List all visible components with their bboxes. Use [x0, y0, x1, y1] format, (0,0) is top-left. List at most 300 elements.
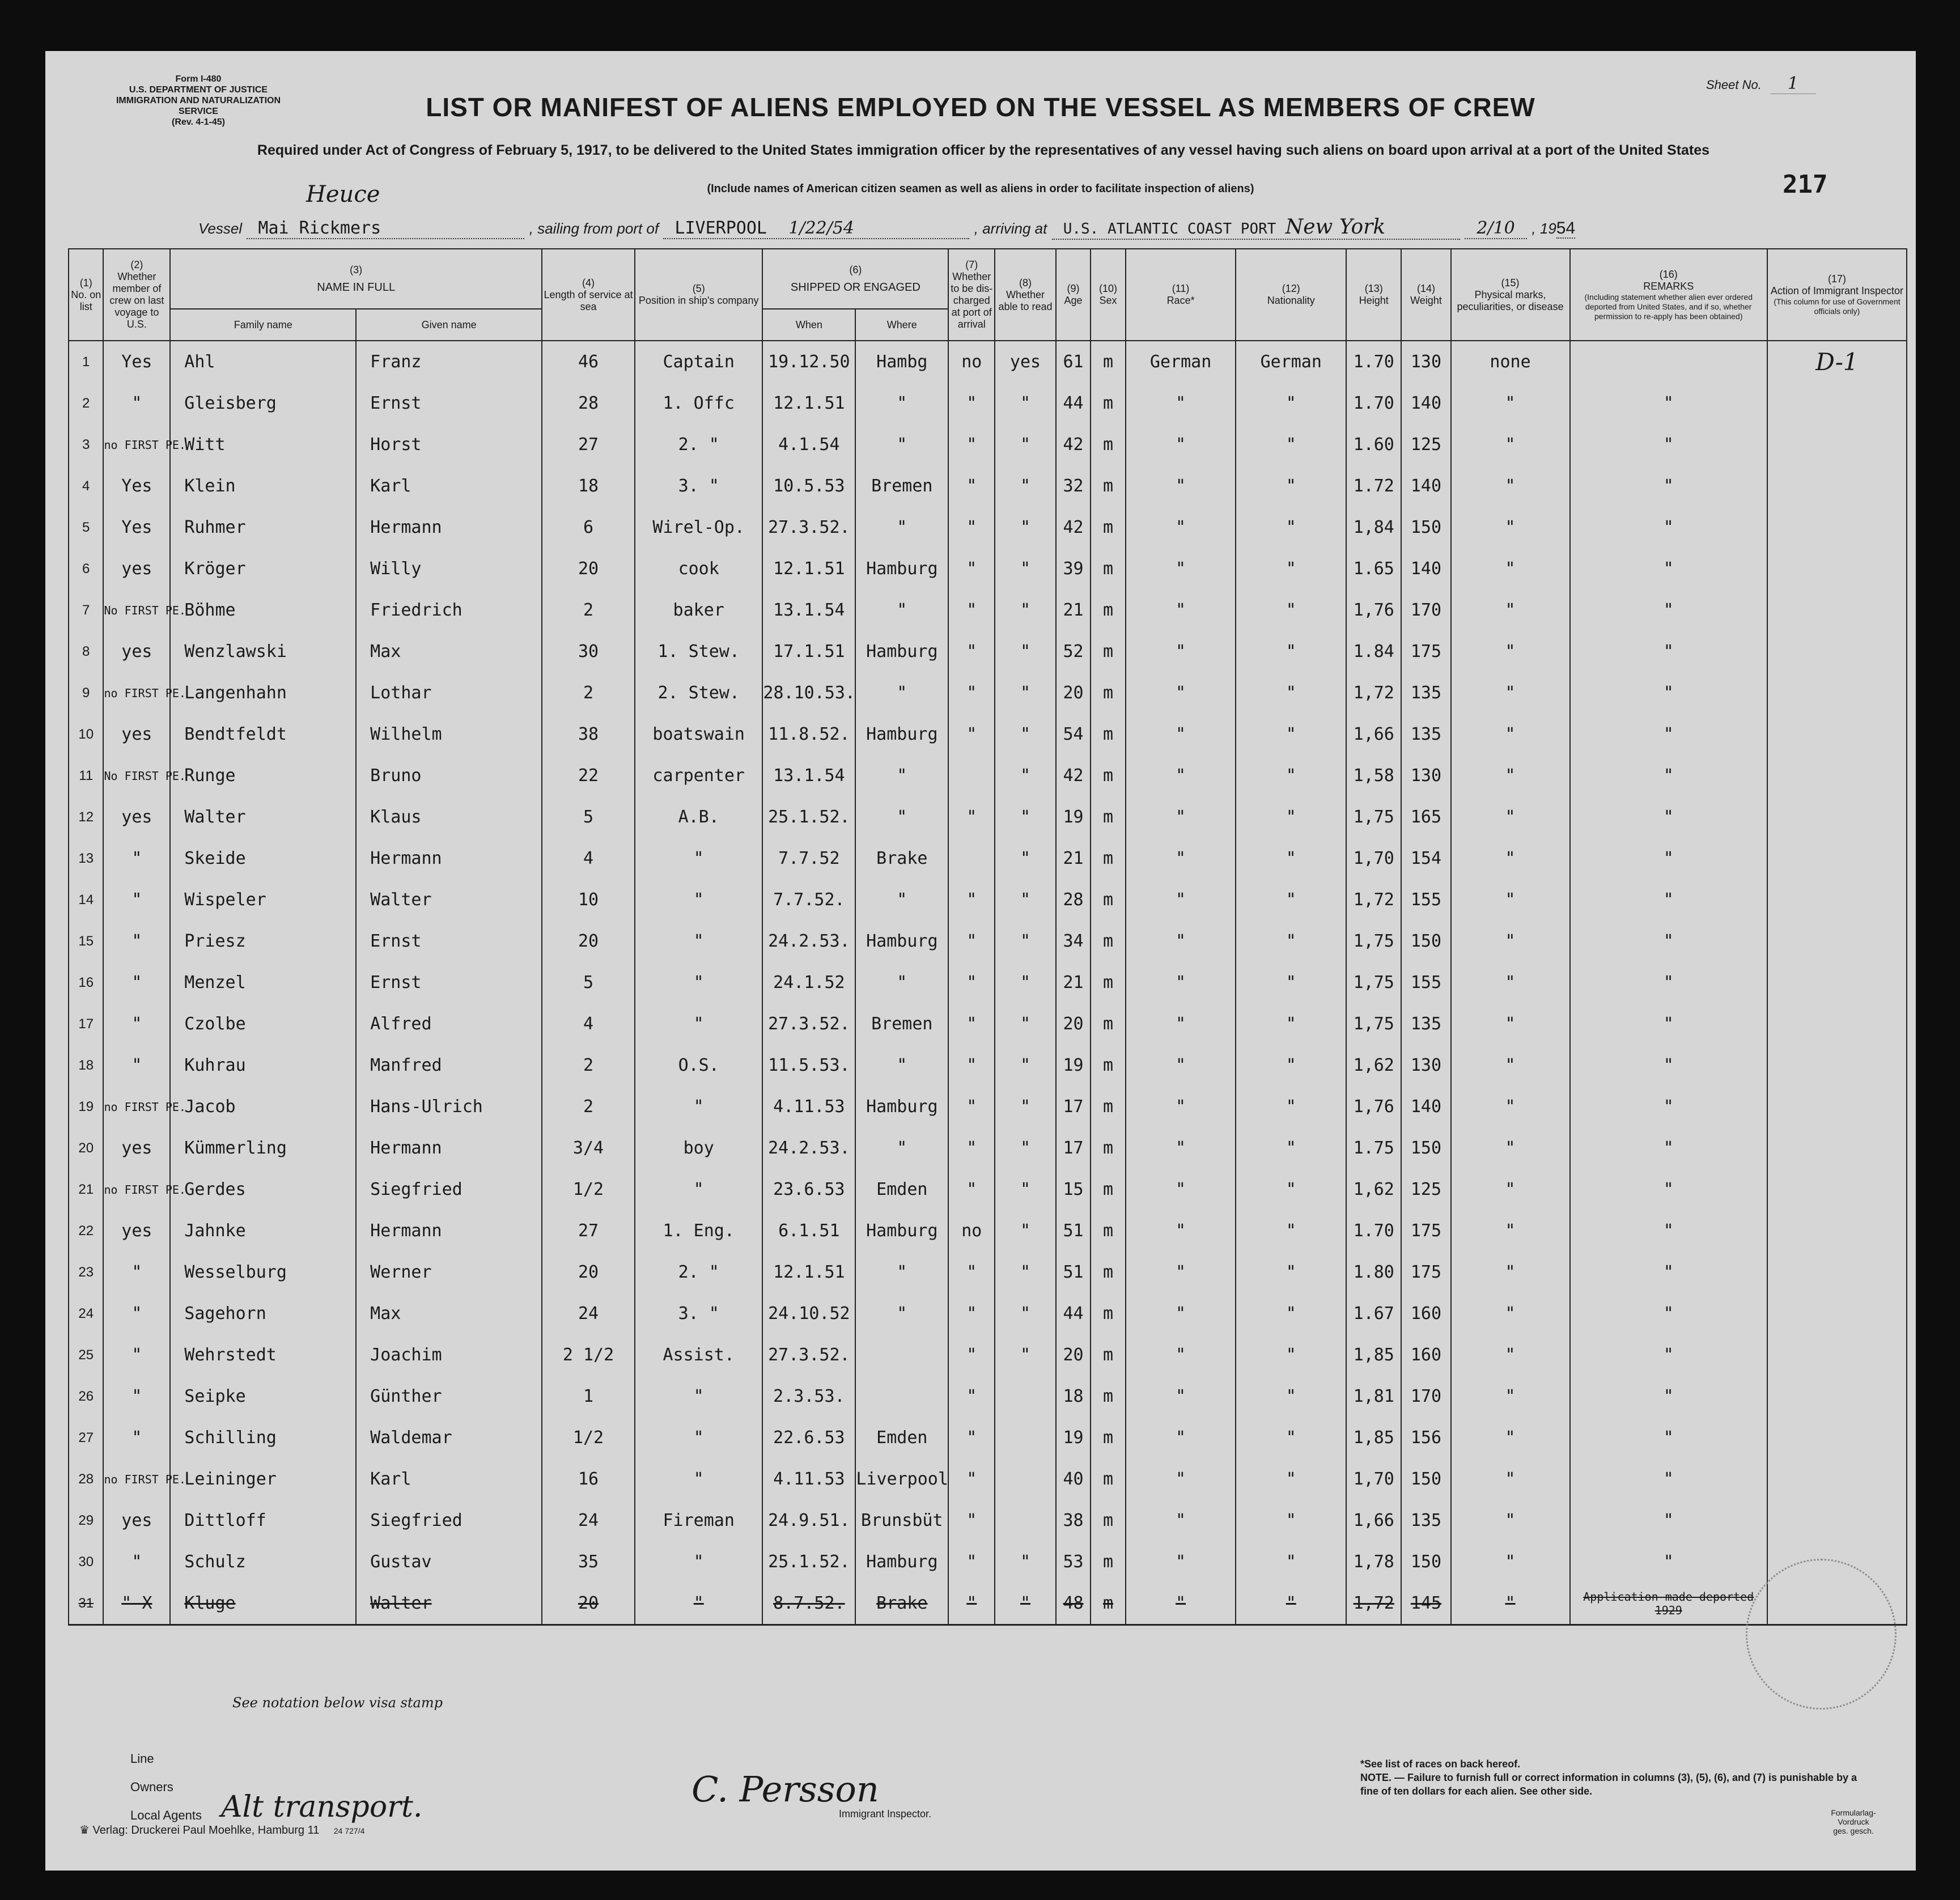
col-nationality-header: (12) Nationality	[1236, 249, 1346, 341]
cell-no: 6	[69, 548, 103, 589]
cell-wt: 175	[1401, 631, 1450, 672]
cell-ht: 1,70	[1346, 1458, 1401, 1500]
cell-age: 15	[1056, 1169, 1091, 1210]
cell-when: 17.1.51	[762, 631, 855, 672]
cell-no: 4	[69, 465, 103, 507]
cell-fam: Walter	[170, 796, 356, 838]
cell-read: "	[995, 672, 1056, 714]
cell-sex: m	[1091, 921, 1125, 962]
col-read-header: (8) Whether able to read	[995, 249, 1056, 341]
cell-prev: No FIRST PE.	[103, 755, 170, 796]
cell-wt: 125	[1401, 1169, 1450, 1210]
fine-note: NOTE. — Failure to furnish full or correct information in columns (3), (5), (6), and (7) is punishable by a fine of ten dollars for each alien. See other side.	[1360, 1772, 1857, 1797]
cell-ht: 1.72	[1346, 465, 1401, 507]
cell-when: 11.8.52.	[762, 714, 855, 755]
cell-nat: "	[1236, 507, 1346, 548]
cell-fam: Bendtfeldt	[170, 714, 356, 755]
cell-act	[1767, 1293, 1907, 1334]
cell-where: Hamburg	[855, 1541, 948, 1583]
cell-age: 34	[1056, 921, 1091, 962]
cell-race: German	[1126, 341, 1236, 383]
col-remarks-header: (16) REMARKS (Including statement whether alien ever ordered deported from United States, and if so, whether permission to re-apply has been obtained)	[1570, 249, 1767, 341]
cell-svc: 20	[542, 1583, 635, 1625]
cell-dis: "	[948, 714, 995, 755]
cell-age: 20	[1056, 1334, 1091, 1376]
cell-when: 4.11.53	[762, 1086, 855, 1127]
cell-read: "	[995, 962, 1056, 1003]
cell-marks: "	[1451, 383, 1570, 424]
cell-wt: 135	[1401, 1003, 1450, 1045]
cell-read	[995, 1417, 1056, 1458]
cell-ht: 1,84	[1346, 507, 1401, 548]
cell-sex: m	[1091, 1458, 1125, 1500]
arriving-at	[1052, 215, 1460, 240]
cell-act	[1767, 1376, 1907, 1417]
cell-sex: m	[1091, 672, 1125, 714]
cell-when: 2.3.53.	[762, 1376, 855, 1417]
cell-prev: yes	[103, 1127, 170, 1169]
cell-age: 32	[1056, 465, 1091, 507]
publisher-code: 24 727/4	[333, 1826, 365, 1835]
cell-svc: 27	[542, 424, 635, 465]
cell-giv: Walter	[356, 1583, 542, 1625]
cell-act	[1767, 838, 1907, 879]
publisher	[79, 1823, 364, 1837]
cell-sex: m	[1091, 424, 1125, 465]
cell-when: 22.6.53	[762, 1417, 855, 1458]
cell-no: 27	[69, 1417, 103, 1458]
cell-wt: 140	[1401, 383, 1450, 424]
cell-ht: 1,75	[1346, 1003, 1401, 1045]
table-row	[69, 921, 1907, 962]
cell-race: "	[1126, 879, 1236, 921]
cell-when: 8.7.52.	[762, 1583, 855, 1625]
cell-prev: yes	[103, 1500, 170, 1541]
cell-marks: "	[1451, 755, 1570, 796]
visa-stamp	[1746, 1559, 1897, 1710]
cell-act	[1767, 714, 1907, 755]
cell-dis: no	[948, 1210, 995, 1252]
cell-act	[1767, 1417, 1907, 1458]
cell-giv: Alfred	[356, 1003, 542, 1045]
cell-no: 21	[69, 1169, 103, 1210]
cell-ht: 1,75	[1346, 962, 1401, 1003]
cell-no: 2	[69, 383, 103, 424]
cell-act	[1767, 1334, 1907, 1376]
cell-race: "	[1126, 962, 1236, 1003]
cell-dis: "	[948, 507, 995, 548]
cell-read: "	[995, 1210, 1056, 1252]
cell-when: 24.10.52	[762, 1293, 855, 1334]
cell-fam: Langenhahn	[170, 672, 356, 714]
cell-pos: "	[635, 1541, 762, 1583]
cell-sex: m	[1091, 879, 1125, 921]
cell-act	[1767, 1045, 1907, 1086]
sailing-date: 1/22/54	[788, 218, 854, 238]
cell-ht: 1,81	[1346, 1376, 1401, 1417]
cell-wt: 125	[1401, 424, 1450, 465]
cell-act	[1767, 1252, 1907, 1293]
col-shipped-header: (6) SHIPPED OR ENGAGED	[762, 249, 948, 309]
cell-age: 51	[1056, 1252, 1091, 1293]
cell-nat: "	[1236, 631, 1346, 672]
cell-sex: m	[1091, 1376, 1125, 1417]
cell-prev: no FIRST PE.	[103, 672, 170, 714]
col-where-header: Where	[855, 309, 948, 341]
cell-nat: "	[1236, 1376, 1346, 1417]
cell-sex: m	[1091, 1500, 1125, 1541]
cell-dis: no	[948, 341, 995, 383]
cell-when: 27.3.52.	[762, 507, 855, 548]
table-row	[69, 507, 1907, 548]
cell-svc: 22	[542, 755, 635, 796]
cell-giv: Walter	[356, 879, 542, 921]
cell-when: 11.5.53.	[762, 1045, 855, 1086]
cell-fam: Jahnke	[170, 1210, 356, 1252]
cell-sex: m	[1091, 838, 1125, 879]
cell-where: Hamburg	[855, 714, 948, 755]
cell-pos: 1. Eng.	[635, 1210, 762, 1252]
cell-where: Emden	[855, 1417, 948, 1458]
cell-fam: Skeide	[170, 838, 356, 879]
cell-sex: m	[1091, 589, 1125, 631]
cell-pos: "	[635, 1003, 762, 1045]
col-position-header: (5) Position in ship's company	[635, 249, 762, 341]
cell-read: "	[995, 1169, 1056, 1210]
cell-giv: Siegfried	[356, 1500, 542, 1541]
table-row	[69, 838, 1907, 879]
cell-fam: Priesz	[170, 921, 356, 962]
sheet-number	[1706, 74, 1815, 94]
cell-age: 54	[1056, 714, 1091, 755]
table-row	[69, 796, 1907, 838]
cell-no: 17	[69, 1003, 103, 1045]
cell-age: 17	[1056, 1086, 1091, 1127]
cell-fam: Gerdes	[170, 1169, 356, 1210]
cell-rem: "	[1570, 1252, 1767, 1293]
cell-no: 24	[69, 1293, 103, 1334]
sheet-number-value: 1	[1771, 74, 1815, 94]
cell-where: "	[855, 755, 948, 796]
cell-prev: no FIRST PE.	[103, 1086, 170, 1127]
cell-act	[1767, 589, 1907, 631]
cell-ht: 1,75	[1346, 796, 1401, 838]
cell-act	[1767, 1500, 1907, 1541]
cell-nat: "	[1236, 1583, 1346, 1625]
cell-act	[1767, 1127, 1907, 1169]
sailing-port: LIVERPOOL	[674, 218, 767, 238]
cell-age: 19	[1056, 1045, 1091, 1086]
cell-marks: "	[1451, 714, 1570, 755]
cell-sex: m	[1091, 631, 1125, 672]
cell-no: 19	[69, 1086, 103, 1127]
cell-no: 3	[69, 424, 103, 465]
line-label: Line	[130, 1751, 154, 1766]
cell-rem: "	[1570, 755, 1767, 796]
cell-act	[1767, 383, 1907, 424]
cell-sex: m	[1091, 714, 1125, 755]
cell-marks: "	[1451, 1210, 1570, 1252]
cell-prev: "	[103, 1541, 170, 1583]
cell-where: Hamburg	[855, 548, 948, 589]
cell-fam: Wenzlawski	[170, 631, 356, 672]
agents-label: Local Agents	[130, 1808, 202, 1822]
cell-giv: Franz	[356, 341, 542, 383]
cell-when: 12.1.51	[762, 1252, 855, 1293]
cell-nat: "	[1236, 424, 1346, 465]
cell-no: 20	[69, 1127, 103, 1169]
page-number: 217	[1783, 170, 1828, 199]
cell-giv: Friedrich	[356, 589, 542, 631]
cell-age: 21	[1056, 962, 1091, 1003]
cell-dis: "	[948, 1252, 995, 1293]
cell-pos: carpenter	[635, 755, 762, 796]
cell-fam: Ahl	[170, 341, 356, 383]
cell-rem: "	[1570, 1417, 1767, 1458]
cell-where: Brake	[855, 1583, 948, 1625]
cell-pos: "	[635, 1417, 762, 1458]
cell-where: Hamburg	[855, 1086, 948, 1127]
cell-giv: Ernst	[356, 962, 542, 1003]
cell-marks: "	[1451, 1376, 1570, 1417]
cell-when: 6.1.51	[762, 1210, 855, 1252]
cell-pos: A.B.	[635, 796, 762, 838]
cell-marks: "	[1451, 1293, 1570, 1334]
cell-svc: 10	[542, 879, 635, 921]
cell-pos: 2. Stew.	[635, 672, 762, 714]
cell-fam: Czolbe	[170, 1003, 356, 1045]
cell-prev: yes	[103, 631, 170, 672]
cell-dis: "	[948, 1293, 995, 1334]
cell-rem: "	[1570, 838, 1767, 879]
cell-wt: 175	[1401, 1210, 1450, 1252]
cell-read: yes	[995, 341, 1056, 383]
cell-pos: "	[635, 1376, 762, 1417]
col-service-header: (4) Length of service at sea	[542, 249, 635, 341]
table-row	[69, 1003, 1907, 1045]
cell-fam: Sagehorn	[170, 1293, 356, 1334]
cell-giv: Lothar	[356, 672, 542, 714]
cell-no: 5	[69, 507, 103, 548]
cell-act	[1767, 507, 1907, 548]
crew-table	[68, 248, 1907, 1626]
col-age-header: (9) Age	[1056, 249, 1091, 341]
cell-prev: "	[103, 1293, 170, 1334]
cell-age: 19	[1056, 796, 1091, 838]
cell-sex: m	[1091, 1293, 1125, 1334]
cell-race: "	[1126, 796, 1236, 838]
cell-marks: "	[1451, 424, 1570, 465]
cell-where: "	[855, 1127, 948, 1169]
cell-dis: "	[948, 921, 995, 962]
cell-race: "	[1126, 838, 1236, 879]
cell-fam: Wesselburg	[170, 1252, 356, 1293]
cell-when: 7.7.52	[762, 838, 855, 879]
cell-pos: "	[635, 1086, 762, 1127]
cell-act	[1767, 672, 1907, 714]
cell-prev: no FIRST PE.	[103, 424, 170, 465]
cell-rem: "	[1570, 589, 1767, 631]
cell-svc: 46	[542, 341, 635, 383]
cell-ht: 1,62	[1346, 1045, 1401, 1086]
cell-where: "	[855, 589, 948, 631]
cell-nat: "	[1236, 672, 1346, 714]
cell-fam: Klein	[170, 465, 356, 507]
cell-no: 14	[69, 879, 103, 921]
cell-when: 27.3.52.	[762, 1334, 855, 1376]
cell-where: "	[855, 672, 948, 714]
table-row	[69, 672, 1907, 714]
cell-pos: boatswain	[635, 714, 762, 755]
table-row	[69, 548, 1907, 589]
col-sex-header: (10) Sex	[1091, 249, 1125, 341]
cell-no: 13	[69, 838, 103, 879]
cell-ht: 1,75	[1346, 921, 1401, 962]
cell-act	[1767, 424, 1907, 465]
table-row	[69, 1169, 1907, 1210]
cell-nat: "	[1236, 796, 1346, 838]
cell-rem: "	[1570, 921, 1767, 962]
cell-wt: 155	[1401, 879, 1450, 921]
cell-pos: Wirel-Op.	[635, 507, 762, 548]
cell-ht: 1.70	[1346, 383, 1401, 424]
department: U.S. DEPARTMENT OF JUSTICE	[129, 85, 268, 95]
table-row	[69, 1127, 1907, 1169]
cell-when: 13.1.54	[762, 755, 855, 796]
cell-ht: 1,66	[1346, 1500, 1401, 1541]
cell-no: 9	[69, 672, 103, 714]
cell-wt: 130	[1401, 341, 1450, 383]
cell-giv: Gustav	[356, 1541, 542, 1583]
col-number-header: (1) No. on list	[69, 249, 103, 341]
cell-ht: 1.70	[1346, 1210, 1401, 1252]
cell-dis: "	[948, 1127, 995, 1169]
cell-read: "	[995, 838, 1056, 879]
cell-pos: O.S.	[635, 1045, 762, 1086]
cell-svc: 1/2	[542, 1417, 635, 1458]
cell-age: 21	[1056, 838, 1091, 879]
table-row	[69, 341, 1907, 383]
table-row	[69, 962, 1907, 1003]
cell-wt: 156	[1401, 1417, 1450, 1458]
cell-giv: Joachim	[356, 1334, 542, 1376]
vessel-label: Vessel	[198, 220, 243, 237]
col-discharged-header: (7) Whether to be dis-charged at port of arrival	[948, 249, 995, 341]
cell-no: 18	[69, 1045, 103, 1086]
cell-where: "	[855, 1252, 948, 1293]
cell-svc: 38	[542, 714, 635, 755]
cell-sex: m	[1091, 1003, 1125, 1045]
cell-no: 28	[69, 1458, 103, 1500]
cell-race: "	[1126, 1458, 1236, 1500]
cell-pos: 1. Stew.	[635, 631, 762, 672]
year: 54	[1556, 219, 1576, 238]
cell-rem: "	[1570, 631, 1767, 672]
cell-dis	[948, 838, 995, 879]
footer-note	[1360, 1757, 1870, 1798]
cell-prev: yes	[103, 796, 170, 838]
table-row	[69, 1458, 1907, 1500]
cell-race: "	[1126, 1210, 1236, 1252]
cell-svc: 2	[542, 672, 635, 714]
cell-when: 27.3.52.	[762, 1003, 855, 1045]
cell-race: "	[1126, 589, 1236, 631]
cell-wt: 140	[1401, 465, 1450, 507]
cell-where: "	[855, 1293, 948, 1334]
cell-fam: Leininger	[170, 1458, 356, 1500]
cell-where: Hamburg	[855, 1210, 948, 1252]
cell-no: 31	[69, 1583, 103, 1625]
cell-where: "	[855, 879, 948, 921]
cell-dis: "	[948, 383, 995, 424]
cell-fam: Gleisberg	[170, 383, 356, 424]
col-race-header: (11) Race*	[1126, 249, 1236, 341]
cell-dis: "	[948, 1583, 995, 1625]
cell-marks: "	[1451, 921, 1570, 962]
cell-read: "	[995, 1086, 1056, 1127]
cell-giv: Klaus	[356, 796, 542, 838]
cell-svc: 1/2	[542, 1169, 635, 1210]
cell-nat: "	[1236, 714, 1346, 755]
cell-where: Bremen	[855, 465, 948, 507]
cell-marks: "	[1451, 1127, 1570, 1169]
cell-prev: "	[103, 383, 170, 424]
cell-nat: "	[1236, 1541, 1346, 1583]
cell-rem: "	[1570, 383, 1767, 424]
cell-prev: "	[103, 1003, 170, 1045]
cell-where: Bremen	[855, 1003, 948, 1045]
cell-sex: m	[1091, 1045, 1125, 1086]
cell-wt: 140	[1401, 1086, 1450, 1127]
cell-when: 23.6.53	[762, 1169, 855, 1210]
cell-ht: 1,70	[1346, 838, 1401, 879]
cell-fam: Witt	[170, 424, 356, 465]
inspector-label: Immigrant Inspector.	[839, 1808, 932, 1820]
cell-dis: "	[948, 796, 995, 838]
publisher-logo: Formularlag- Vordruck ges. gesch.	[1831, 1808, 1876, 1835]
include-instruction: (Include names of American citizen seamen as well as aliens in order to facilitate inspection of aliens)	[707, 183, 1254, 195]
cell-giv: Willy	[356, 548, 542, 589]
cell-age: 18	[1056, 1376, 1091, 1417]
table-row	[69, 879, 1907, 921]
owners-label: Owners	[130, 1780, 173, 1794]
cell-nat: "	[1236, 838, 1346, 879]
cell-dis: "	[948, 1417, 995, 1458]
cell-marks: none	[1451, 341, 1570, 383]
cell-pos: "	[635, 1169, 762, 1210]
cell-nat: "	[1236, 1210, 1346, 1252]
cell-read: "	[995, 879, 1056, 921]
cell-svc: 5	[542, 796, 635, 838]
cell-wt: 160	[1401, 1293, 1450, 1334]
cell-prev: " X	[103, 1583, 170, 1625]
cell-dis: "	[948, 962, 995, 1003]
cell-no: 22	[69, 1210, 103, 1252]
table-row	[69, 424, 1907, 465]
cell-when: 4.1.54	[762, 424, 855, 465]
cell-svc: 5	[542, 962, 635, 1003]
cell-pos: 2. "	[635, 1252, 762, 1293]
cell-fam: Kümmerling	[170, 1127, 356, 1169]
page-title: LIST OR MANIFEST OF ALIENS EMPLOYED ON THE VESSEL AS MEMBERS OF CREW	[426, 92, 1535, 122]
cell-nat: "	[1236, 755, 1346, 796]
cell-where: "	[855, 962, 948, 1003]
cell-nat: "	[1236, 1458, 1346, 1500]
cell-act	[1767, 755, 1907, 796]
cell-prev: yes	[103, 714, 170, 755]
cell-rem: "	[1570, 1500, 1767, 1541]
cell-ht: 1,58	[1346, 755, 1401, 796]
